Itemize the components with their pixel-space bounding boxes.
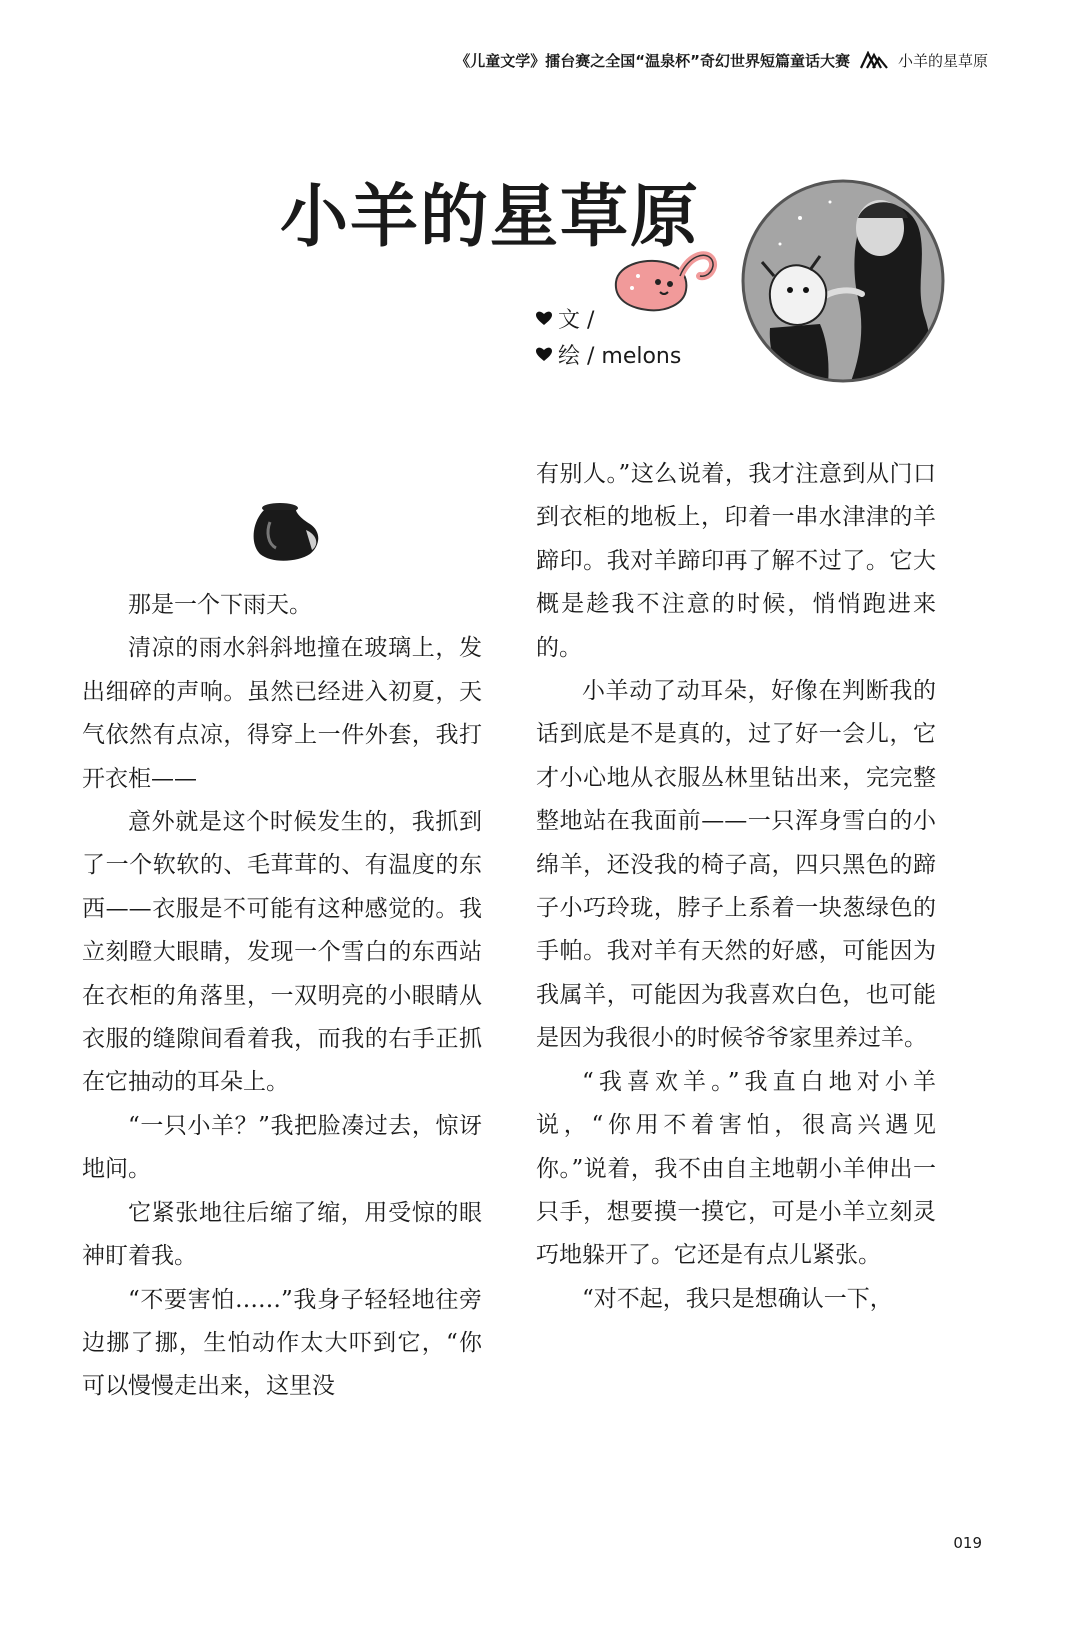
page-number: 019 xyxy=(953,1534,982,1552)
running-title: 小羊的星草原 xyxy=(897,51,988,70)
series-title: 《儿童文学》擂台赛之全国“温泉杯”奇幻世界短篇童话大赛 xyxy=(455,51,850,70)
left-column-text xyxy=(82,584,482,1409)
paragraph: 意外就是这个时候发生的，我抓到了一个软软的、毛茸茸的、有温度的东西——衣服是不可能有这种感觉的。我立刻瞪大眼睛，发现一个雪白的东西站在衣柜的角落里，一双明亮的小眼睛从衣服的缝隙间看着我，而我的右手正抓在它抽动的耳朵上。 xyxy=(82,809,482,1096)
story-title: 小羊的星草原 xyxy=(280,177,701,257)
right-column-text xyxy=(536,453,936,1321)
paragraph: “我喜欢羊。”我直白地对小羊说，“你用不着害怕，很高兴遇见你。”说着，我不由自主地朝小羊伸出一只手，想要摸一摸它，可是小羊立刻灵巧地躲开了。它还是有点儿紧张。 xyxy=(536,1068,936,1269)
right-column xyxy=(536,0,936,1631)
paragraph: 清凉的雨水斜斜地撞在玻璃上，发出细碎的声响。虽然已经进入初夏，天气依然有点凉，得穿上一件外套，我打开衣柜—— xyxy=(82,635,482,792)
paragraph: “对不起，我只是想确认一下， xyxy=(582,1285,893,1312)
paragraph: “不要害怕……”我身子轻轻地往旁边挪了挪，生怕动作太大吓到它，“你可以慢慢走出来，这里没 xyxy=(82,1286,482,1400)
author-label: 文 / xyxy=(558,307,595,333)
illustrator-label: 绘 / melons xyxy=(558,343,682,369)
paragraph: “一只小羊？”我把脸凑过去，惊讶地问。 xyxy=(82,1112,482,1183)
paragraph-continued: 有别人。”这么说着，我才注意到从门口到衣柜的地板上，印着一串水津津的羊蹄印。我对羊蹄印再了解不过了。它大概是趁我不注意的时候，悄悄跑进来的。 xyxy=(536,461,936,661)
paragraph: 它紧张地往后缩了缩，用受惊的眼神盯着我。 xyxy=(82,1199,482,1270)
left-column xyxy=(82,0,482,1631)
paragraph: 那是一个下雨天。 xyxy=(128,592,312,618)
paragraph: 小羊动了动耳朵，好像在判断我的话到底是不是真的，过了好一会儿，它才小心地从衣服丛林里钻出来，完完整整地站在我面前——一只浑身雪白的小绵羊，还没我的椅子高，四只黑色的蹄子小巧玲珑，脖子上系着一块葱绿色的手帕。我对羊有天然的好感，可能因为我属羊，可能因为我喜欢白色，也可能是因为我很小的时候爷爷家里养过羊。 xyxy=(536,678,936,1052)
